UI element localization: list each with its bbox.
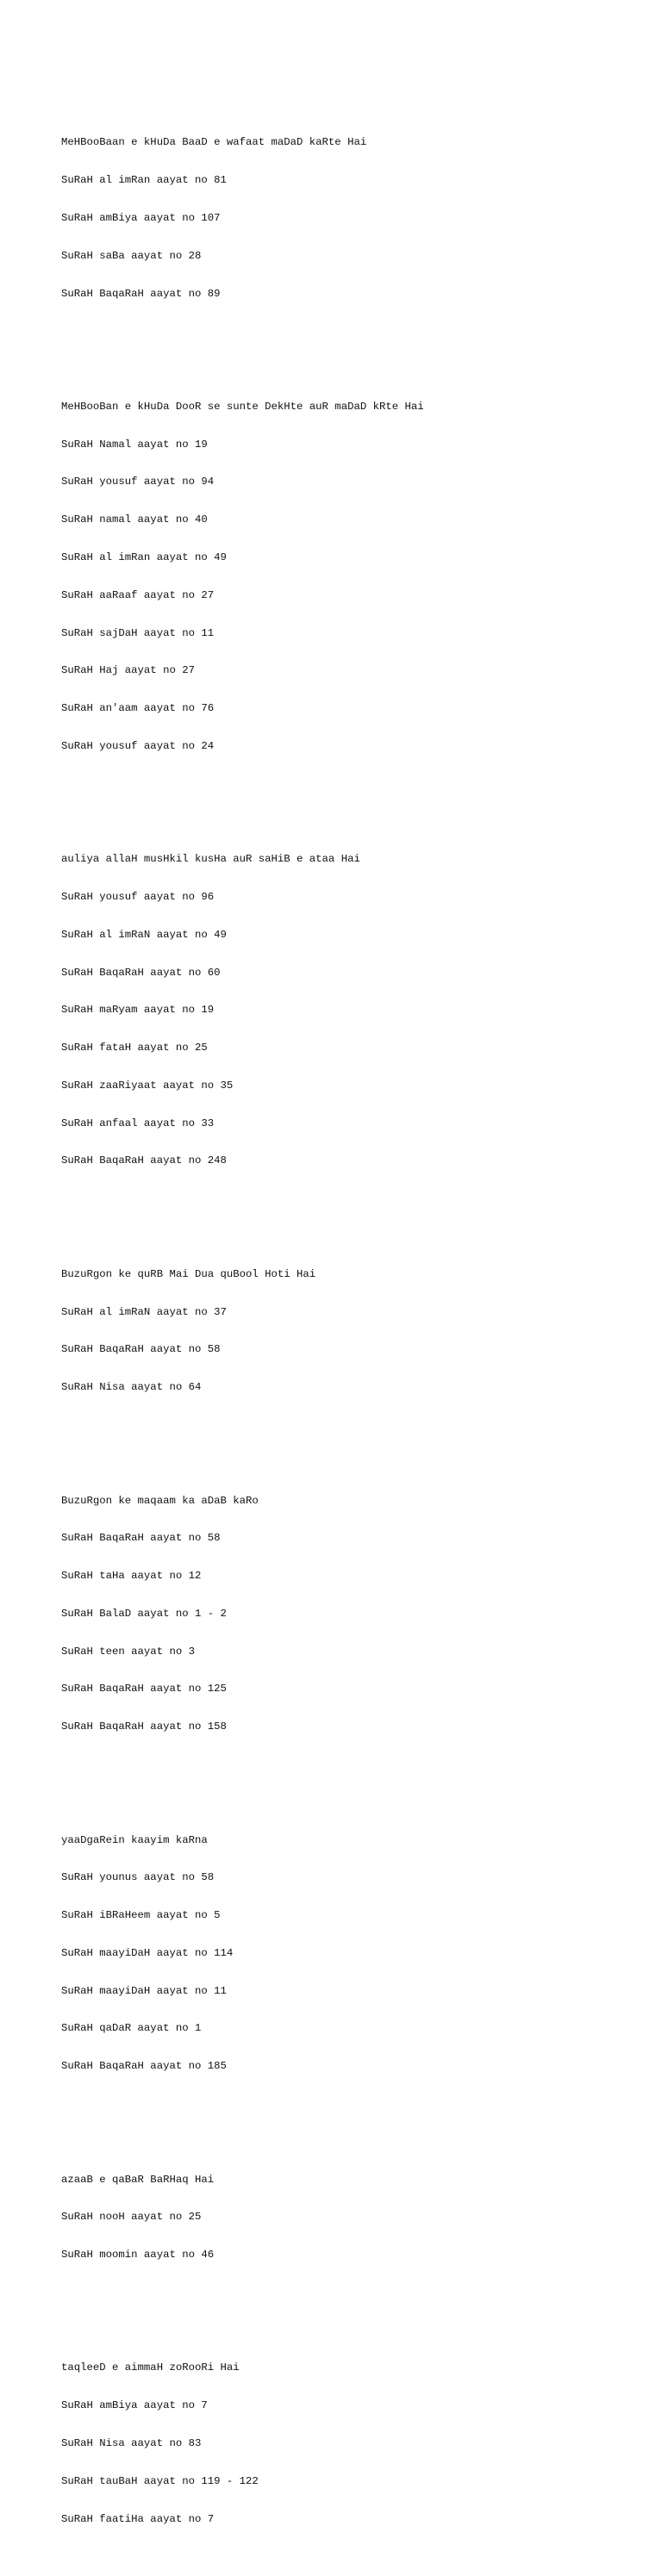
section — [61, 2148, 630, 2287]
section-heading: BuzuRgon ke quRB Mai Dua quBool Hoti Hai — [61, 1267, 316, 1280]
verse-reference: SuRaH al imRaN aayat no 37 — [61, 1305, 227, 1318]
section-heading: azaaB e qaBaR BaRHaq Hai — [61, 2173, 215, 2186]
verse-reference: SuRaH fataH aayat no 25 — [61, 1042, 208, 1055]
section — [61, 828, 630, 1192]
verse-reference: SuRaH namal aayat no 40 — [61, 513, 208, 526]
section-heading: yaaDgaRein kaayim kaRna — [61, 1833, 208, 1846]
verse-reference: SuRaH nooH aayat no 25 — [61, 2211, 202, 2224]
verse-reference: SuRaH taHa aayat no 12 — [61, 1570, 202, 1583]
verse-reference: SuRaH maayiDaH aayat no 114 — [61, 1946, 234, 1959]
verse-reference: SuRaH Haj aayat no 27 — [61, 664, 195, 677]
verse-reference: SuRaH al imRaN aayat no 49 — [61, 928, 227, 941]
verse-reference: SuRaH saBa aayat no 28 — [61, 249, 202, 262]
document-body — [61, 86, 630, 2576]
verse-reference: SuRaH faatiHa aayat no 7 — [61, 2512, 215, 2525]
verse-reference: SuRaH maayiDaH aayat no 11 — [61, 1984, 227, 1997]
section — [61, 111, 630, 325]
verse-reference: SuRaH yousuf aayat no 24 — [61, 739, 215, 752]
verse-reference: SuRaH al imRan aayat no 49 — [61, 551, 227, 563]
section — [61, 1243, 630, 1419]
verse-reference: SuRaH BaqaRaH aayat no 158 — [61, 1720, 227, 1733]
verse-reference: SuRaH sajDaH aayat no 11 — [61, 626, 215, 639]
verse-reference: SuRaH yousuf aayat no 94 — [61, 476, 215, 488]
verse-reference: SuRaH younus aayat no 58 — [61, 1871, 215, 1884]
section-heading: auliya allaH musHkil kusHa auR saHiB e ataa Hai — [61, 853, 360, 866]
verse-reference: SuRaH anfaal aayat no 33 — [61, 1117, 215, 1129]
verse-reference: SuRaH qaDaR aayat no 1 — [61, 2022, 202, 2035]
verse-reference: SuRaH aaRaaf aayat no 27 — [61, 588, 215, 601]
verse-reference: SuRaH Namal aayat no 19 — [61, 438, 208, 451]
verse-reference: SuRaH Nisa aayat no 83 — [61, 2437, 202, 2450]
section — [61, 1808, 630, 2098]
verse-reference: SuRaH amBiya aayat no 7 — [61, 2399, 208, 2412]
verse-reference: SuRaH tauBaH aayat no 119 - 122 — [61, 2474, 259, 2487]
verse-reference: SuRaH amBiya aayat no 107 — [61, 211, 221, 224]
verse-reference: SuRaH BaqaRaH aayat no 185 — [61, 2060, 227, 2073]
section — [61, 1469, 630, 1758]
verse-reference: SuRaH maRyam aayat no 19 — [61, 1004, 215, 1017]
verse-reference: SuRaH BaqaRaH aayat no 60 — [61, 966, 221, 979]
verse-reference: SuRaH teen aayat no 3 — [61, 1645, 195, 1658]
verse-reference: SuRaH BalaD aayat no 1 - 2 — [61, 1607, 227, 1620]
verse-reference: SuRaH zaaRiyaat aayat no 35 — [61, 1079, 234, 1092]
verse-reference: SuRaH BaqaRaH aayat no 89 — [61, 287, 221, 300]
verse-reference: SuRaH yousuf aayat no 96 — [61, 891, 215, 903]
verse-reference: SuRaH iBRaHeem aayat no 5 — [61, 1909, 221, 1922]
section-heading: taqleeD e aimmaH zoRooRi Hai — [61, 2361, 240, 2374]
verse-reference: SuRaH moomin aayat no 46 — [61, 2249, 215, 2262]
section-heading: BuzuRgon ke maqaam ka aDaB kaRo — [61, 1494, 259, 1507]
verse-reference: SuRaH al imRan aayat no 81 — [61, 174, 227, 187]
verse-reference: SuRaH an'aam aayat no 76 — [61, 702, 215, 715]
verse-reference: SuRaH BaqaRaH aayat no 248 — [61, 1154, 227, 1167]
verse-reference: SuRaH BaqaRaH aayat no 58 — [61, 1343, 221, 1356]
verse-reference: SuRaH BaqaRaH aayat no 125 — [61, 1683, 227, 1696]
section — [61, 2336, 630, 2550]
verse-reference: SuRaH BaqaRaH aayat no 58 — [61, 1532, 221, 1545]
verse-reference: SuRaH Nisa aayat no 64 — [61, 1381, 202, 1394]
section-heading: MeHBooBaan e kHuDa BaaD e wafaat maDaD kaRte Hai — [61, 136, 367, 149]
section — [61, 376, 630, 778]
section-heading: MeHBooBan e kHuDa DooR se sunte DekHte auR maDaD kRte Hai — [61, 400, 424, 413]
